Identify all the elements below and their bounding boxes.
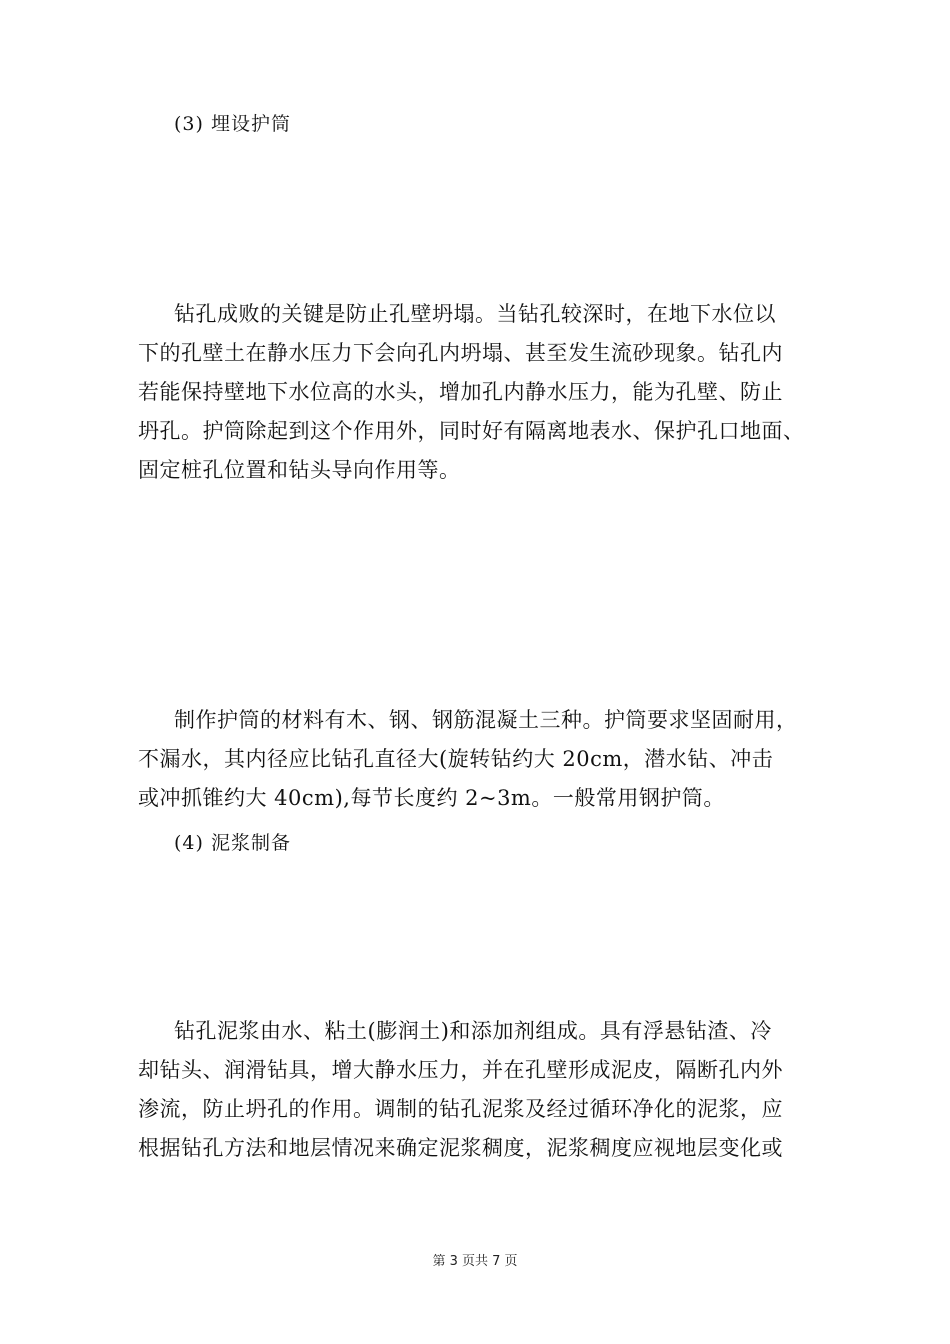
paragraph-line: 钻孔泥浆由水、粘土(膨润土)和添加剂组成。具有浮悬钻渣、冷 (174, 1019, 772, 1043)
paragraph-line: 下的孔壁土在静水压力下会向孔内坍塌、甚至发生流砂现象。钻孔内 (138, 341, 783, 365)
paragraph-1 (138, 295, 828, 490)
paragraph-line: 固定桩孔位置和钻头导向作用等。 (138, 458, 461, 482)
page-number-footer: 第 3 页共 7 页 (432, 1254, 518, 1269)
paragraph-line: 渗流，防止坍孔的作用。调制的钻孔泥浆及经过循环净化的泥浆，应 (138, 1097, 783, 1121)
paragraph-3 (138, 1012, 828, 1168)
paragraph-line: 不漏水，其内径应比钻孔直径大(旋转钻约大 20cm，潜水钻、冲击 (138, 747, 774, 771)
section-heading-3: (3) 埋设护筒 (174, 113, 291, 135)
paragraph-line: 若能保持壁地下水位高的水头，增加孔内静水压力，能为孔壁、防止 (138, 380, 783, 404)
paragraph-line: 坍孔。护筒除起到这个作用外，同时好有隔离地表水、保护孔口地面、 (138, 419, 805, 443)
paragraph-2 (138, 701, 828, 818)
paragraph-line: 制作护筒的材料有木、钢、钢筋混凝土三种。护筒要求坚固耐用， (174, 708, 798, 732)
paragraph-line: 或冲抓锥约大 40cm),每节长度约 2~3m。一般常用钢护筒。 (138, 786, 725, 810)
paragraph-line: 却钻头、润滑钻具，增大静水压力，并在孔壁形成泥皮，隔断孔内外 (138, 1058, 783, 1082)
paragraph-line: 根据钻孔方法和地层情况来确定泥浆稠度，泥浆稠度应视地层变化或 (138, 1136, 783, 1160)
section-heading-4: (4) 泥浆制备 (174, 832, 291, 854)
paragraph-line: 钻孔成败的关键是防止孔壁坍塌。当钻孔较深时，在地下水位以 (174, 302, 776, 326)
